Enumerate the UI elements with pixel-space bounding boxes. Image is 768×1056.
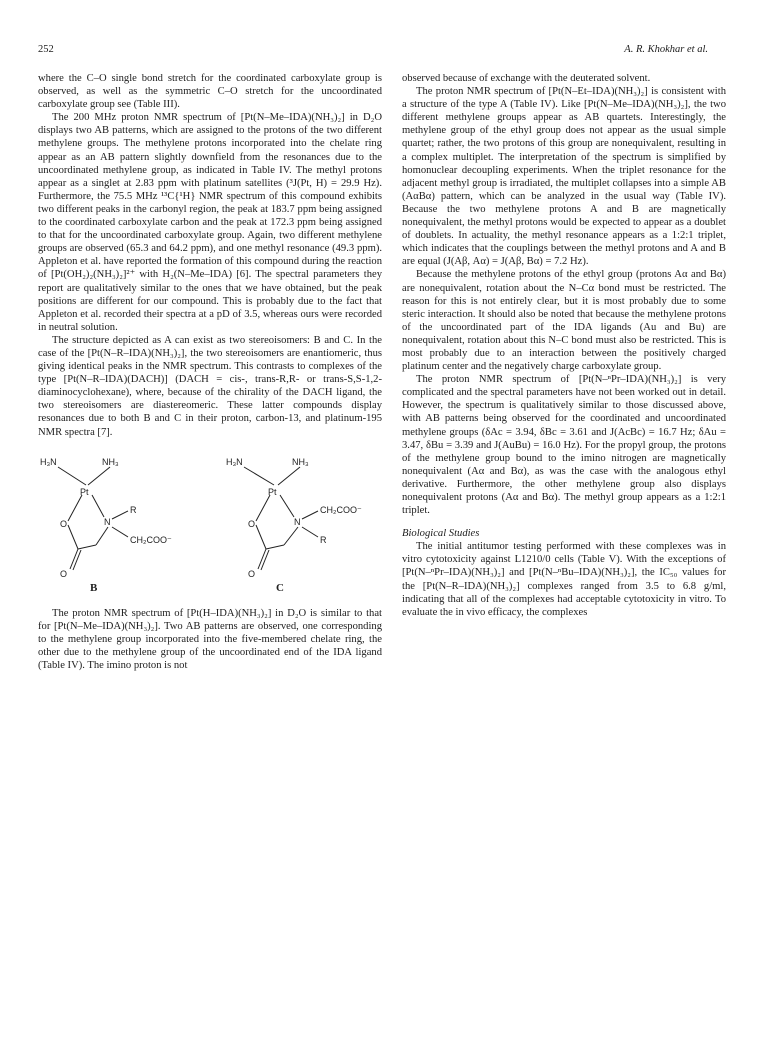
b-sub-top: R bbox=[130, 504, 137, 515]
label-c: C bbox=[276, 581, 284, 593]
b-nh3-right: NH₃ bbox=[102, 456, 119, 467]
left-column bbox=[38, 72, 382, 672]
paragraph: The 200 MHz proton NMR spectrum of [Pt(N–Me–IDA)(NH₃)₂] in D₂O displays two AB patterns, which are assigned to the protons of the two different methylene groups. The methylene protons incorporated into the chelate ring appear as an AB pattern slightly downfield from the resonances due to the uncoordinated methylene group, as indicated in Table IV. The methyl protons appear as a singlet at 2.83 ppm with platinum satellites (³J(Pt, H) = 29.9 Hz). Furthermore, the 75.5 MHz ¹³C{¹H} NMR spectrum of this compound exhibits two different peaks in the carbonyl region, the peak at 183.7 ppm being assigned to the coordinated carboxylate carbon and the peak at 172.3 ppm being assigned to that for the uncoordinated carboxylate group. Again, two different methylene groups are observed (65.3 and 64.2 ppm), and one methyl resonance (49.3 ppm). Appleton et al. have reported the formation of this compound during the reaction of [Pt(OH₂)₂(NH₃)₂]²⁺ with H₂(N–Me–IDA) [6]. The spectral parameters they report are qualitatively similar to the ones that we have obtained, but the peak positions are different for our compound. This is probably due to the fact that Appleton et al. recorded their spectra at a pD of 3.5, whereas ours were recorded in neutral solution. bbox=[38, 112, 382, 333]
paragraph: observed because of exchange with the deuterated solvent. bbox=[402, 73, 651, 84]
structure-figure bbox=[38, 451, 382, 593]
b-sub-bottom: CH₂COO⁻ bbox=[130, 534, 172, 545]
label-b: B bbox=[90, 581, 98, 593]
paragraph: where the C–O single bond stretch for the coordinated carboxylate group is observed, as well as the symmetric C–O stretch for the uncoordinated carboxylate group see (Table III). bbox=[38, 73, 382, 111]
c-n: N bbox=[294, 516, 301, 527]
running-head: A. R. Khokhar et al. bbox=[624, 44, 708, 55]
b-pt: Pt bbox=[80, 486, 89, 497]
paragraph: The proton NMR spectrum of [Pt(H–IDA)(NH₃)₂] in D₂O is similar to that for [Pt(N–Me–IDA)(NH₃)₂]. Two AB patterns are observed, one corresponding to the methylene group incorporated into the five-membered chelate ring, the other due to the methylene group of the uncoordinated end of the IDA ligand (Table IV). The imino proton is not bbox=[38, 607, 382, 671]
section-heading: Biological Studies bbox=[402, 528, 480, 540]
c-sub-bottom: R bbox=[320, 534, 327, 545]
paragraph: The proton NMR spectrum of [Pt(N–Et–IDA)(NH₃)₂] is consistent with a structure of the type A (Table IV). Like [Pt(N–Me–IDA)(NH₃)₂], the two different methylene groups appear as AB quartets. Interestingly, the methylene group of the ethyl group does not appear as the usual simple quartet; rather, the two protons of this group are nonequivalent, resulting in a complex multiplet. The interpretation of the spectrum is simplified by homonuclear decoupling experiments. When the triplet resonance for the adjacent methyl group is irradiated, the multiplet collapses into a simple AB (AαBα) pattern, which can be analyzed in the usual way (Table IV). Because the two methylene protons A and B are magnetically nonequivalent, the methyl protons would be expected to appear as a doublet of doublets. In actuality, the methyl resonance appears as a 1:2:1 triplet, which indicates that the couplings between the methyl protons and A and B are equal (J(Aβ, Aα) = J(Aβ, Bα) = 7.2 Hz). bbox=[402, 86, 726, 268]
b-n: N bbox=[104, 516, 111, 527]
b-nh3-left: H₃N bbox=[40, 456, 57, 467]
b-o-carbonyl: O bbox=[60, 568, 68, 579]
c-nh3-right: NH₃ bbox=[292, 456, 309, 467]
c-o-carbonyl: O bbox=[248, 568, 256, 579]
structure-c bbox=[244, 467, 318, 570]
structure-b bbox=[58, 467, 128, 570]
right-column bbox=[402, 72, 726, 619]
c-pt: Pt bbox=[268, 486, 277, 497]
b-o-ring: O bbox=[60, 518, 68, 529]
page-number: 252 bbox=[38, 44, 54, 55]
c-sub-top: CH₂COO⁻ bbox=[320, 504, 362, 515]
paragraph: Because the methylene protons of the ethyl group (protons Aα and Bα) are nonequivalent, rotation about the N–Cα bond must be restricted. The reason for this is not entirely clear, but it is most probably due to some steric interaction. It should also be noted that because the methylene protons of the uncoordinated part of the IDA ligands (Au and Bu) are nonequivalent, rotation about this N–C bond must also be restricted. This is most probably due to an interaction between the positively charged platinum center and the negatively charge carboxylate group. bbox=[402, 269, 726, 373]
c-o-ring: O bbox=[248, 518, 256, 529]
paragraph: The initial antitumor testing performed with these complexes was in vitro cytotoxicity against L1210/0 cells (Table V). With the exceptions of [Pt(N–ⁿPr–IDA)(NH₃)₂] and [Pt(N–ⁿBu–IDA)(NH₃)₂], the IC₅₀ values for the [Pt(N–R–IDA)(NH₃)₂] complexes ranged from 3.5 to 6.8 g/ml, indicating that all of the complexes had acceptable cytotoxicity in vitro. To evaluate the in vivo efficacy, the complexes bbox=[402, 541, 726, 618]
structures-svg bbox=[38, 451, 382, 593]
paragraph: The proton NMR spectrum of [Pt(N–ⁿPr–IDA)(NH₃)₂] is very complicated and the spectral parameters have not been worked out in detail. However, the spectrum is qualitatively similar to those discussed above, with AB patterns being observed for the coordinated and uncoordinated methylene groups (δAc = 3.94, δBc = 3.61 and J(AcBc) = 16.7 Hz; δAu = 3.47, δBu = 3.39 and J(AuBu) = 16.0 Hz). For the propyl group, the protons of the methylene group bound to the imino nitrogen are magnetically nonequivalent (Aα and Bα), as was the case with the analogous ethyl derivative. Furthermore, the other methylene group also displays nonequivalent protons (Aα and Bα). The methyl group appears as a 1:2:1 triplet. bbox=[402, 374, 726, 517]
c-nh3-left: H₃N bbox=[226, 456, 243, 467]
paragraph: The structure depicted as A can exist as two stereoisomers: B and C. In the case of the [Pt(N–R–IDA)(NH₃)₂], the two stereoisomers are enantiomeric, thus giving identical peaks in the NMR spectrum. This contrasts to complexes of the type [Pt(N–R–IDA)(DACH)] (DACH = cis-, trans-R,R- or trans-S,S-1,2-diaminocyclohexane), where, because of the chirality of the DACH ligand, the two stereoisomers are diastereomeric. These latter compounds display resonances due to both B and C in their proton, carbon-13, and platinum-195 NMR spectra [7]. bbox=[38, 334, 382, 438]
